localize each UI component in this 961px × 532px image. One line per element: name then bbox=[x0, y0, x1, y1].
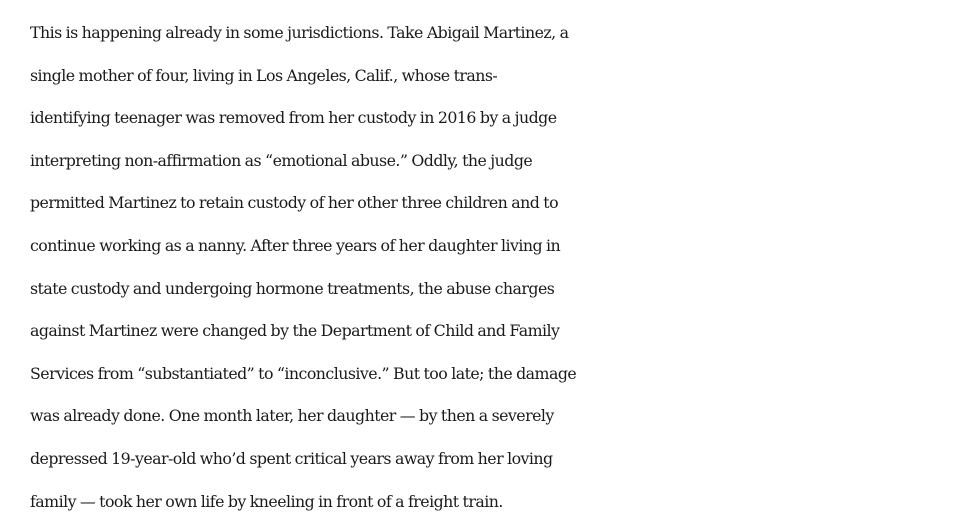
paragraph-line: interpreting non-affirmation as “emotional abuse.” Oddly, the judge bbox=[30, 150, 533, 170]
paragraph-line: identifying teenager was removed from her custody in 2016 by a judge bbox=[30, 108, 557, 128]
paragraph-line: This is happening already in some jurisdictions. Take Abigail Martinez, a bbox=[30, 23, 569, 42]
paragraph-line: state custody and undergoing hormone treatments, the abuse charges bbox=[30, 278, 555, 298]
paragraph-line: depressed 19-year-old who’d spent critical years away from her loving bbox=[30, 448, 553, 468]
article-paragraph bbox=[30, 12, 961, 523]
paragraph-line: was already done. One month later, her daughter — by then a severely bbox=[30, 406, 554, 426]
paragraph-line: Services from “substantiated” to “inconclusive.” But too late; the damage bbox=[30, 363, 577, 383]
paragraph-line: family — took her own life by kneeling in front of a freight train. bbox=[30, 491, 503, 511]
paragraph-line: against Martinez were changed by the Department of Child and Family bbox=[30, 321, 560, 341]
paragraph-line: permitted Martinez to retain custody of her other three children and to bbox=[30, 193, 559, 213]
paragraph-line: continue working as a nanny. After three years of her daughter living in bbox=[30, 235, 561, 255]
paragraph-line: single mother of four, living in Los Angeles, Calif., whose trans- bbox=[30, 65, 498, 85]
